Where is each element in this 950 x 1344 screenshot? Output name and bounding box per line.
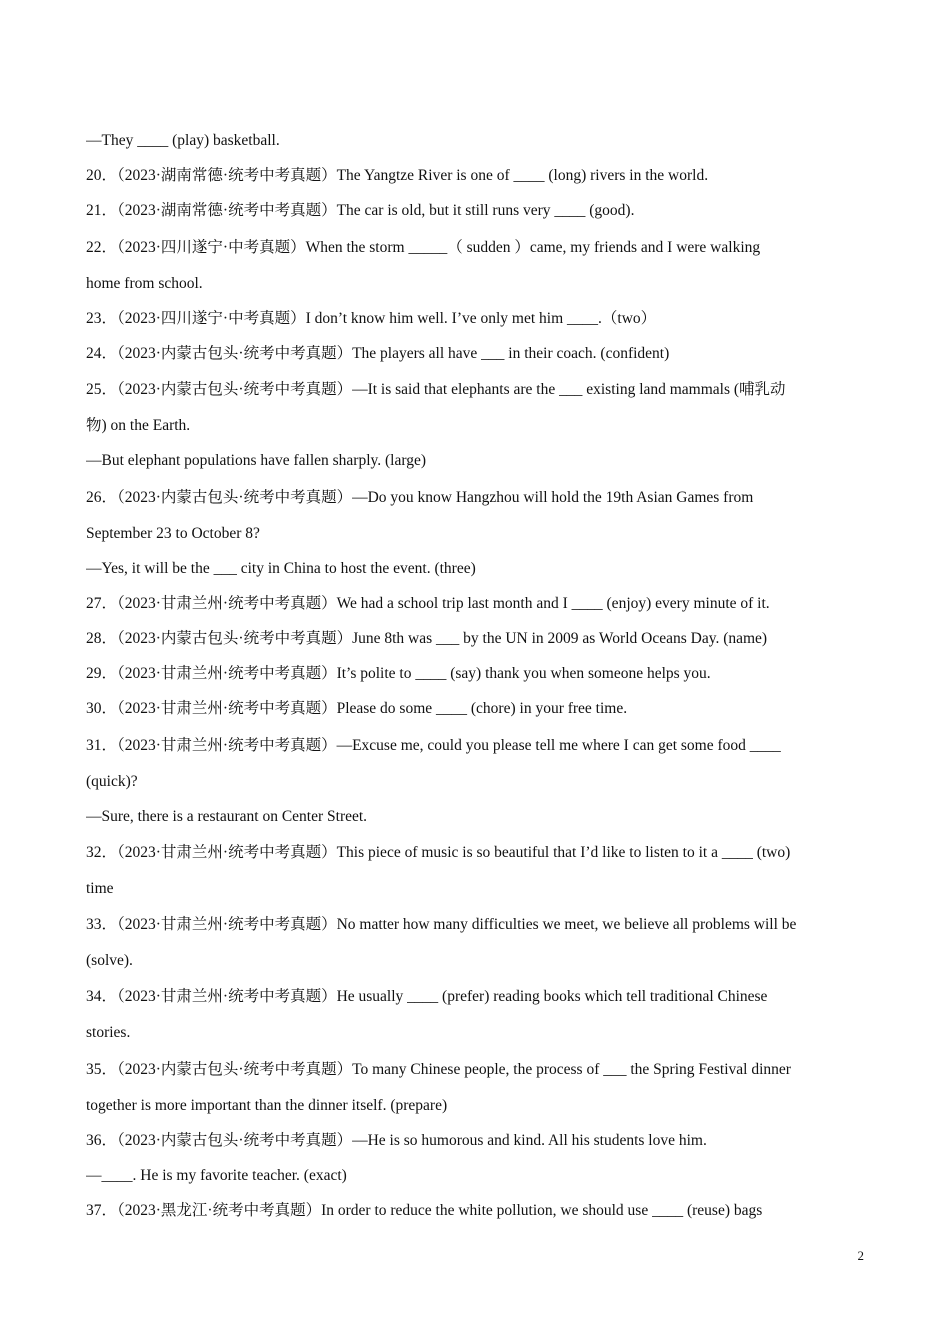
text-line: —____. He is my favorite teacher. (exact) — [86, 1166, 347, 1184]
question-24: 24．（2023·内蒙古包头·统考中考真题）The players all have ___ in their coach. (confident) — [86, 344, 670, 362]
question-31: 31．（2023·甘肃兰州·统考中考真题）—Excuse me, could you please tell me where I can get some food ____ — [86, 736, 781, 754]
text-line: September 23 to October 8? — [86, 524, 260, 542]
question-27: 27．（2023·甘肃兰州·统考中考真题）We had a school trip last month and I ____ (enjoy) every minute of it. — [86, 594, 770, 612]
question-20: 20．（2023·湖南常德·统考中考真题）The Yangtze River is one of ____ (long) rivers in the world. — [86, 167, 709, 185]
text-line: —They ____ (play) basketball. — [86, 132, 280, 149]
text-line: home from school. — [86, 274, 203, 292]
question-30: 30．（2023·甘肃兰州·统考中考真题）Please do some ____ (chore) in your free time. — [86, 700, 628, 718]
question-23: 23．（2023·四川遂宁·中考真题）I don’t know him well. I’ve only met him ____.（two） — [86, 309, 657, 327]
question-list — [86, 123, 866, 1228]
question-29: 29．（2023·甘肃兰州·统考中考真题）It’s polite to ____ (say) thank you when someone helps you. — [86, 665, 711, 683]
text-line: (solve). — [86, 952, 133, 970]
question-32: 32．（2023·甘肃兰州·统考中考真题）This piece of music is so beautiful that I’d like to listen to it a ____ (two) — [86, 844, 791, 861]
text-line: 物) on the Earth. — [86, 417, 191, 435]
text-line: together is more important than the dinner itself. (prepare) — [86, 1096, 448, 1114]
question-28: 28．（2023·内蒙古包头·统考中考真题）June 8th was ___ by the UN in 2009 as World Oceans Day. (name) — [86, 630, 768, 648]
text-line: —Sure, there is a restaurant on Center Street. — [86, 807, 368, 825]
text-line: stories. — [86, 1024, 131, 1042]
question-35: 35．（2023·内蒙古包头·统考中考真题）To many Chinese people, the process of ___ the Spring Festival dinner — [86, 1060, 791, 1078]
question-21: 21．（2023·湖南常德·统考中考真题）The car is old, but it still runs very ____ (good). — [86, 202, 635, 220]
text-line: —But elephant populations have fallen sharply. (large) — [86, 452, 427, 470]
question-22: 22．（2023·四川遂宁·中考真题）When the storm _____（ sudden ）came, my friends and I were walking — [86, 238, 761, 256]
question-36: 36．（2023·内蒙古包头·统考中考真题）—He is so humorous and kind. All his students love him. — [86, 1131, 707, 1149]
text-line: (quick)? — [86, 772, 138, 790]
question-26: 26．（2023·内蒙古包头·统考中考真题）—Do you know Hangzhou will hold the 19th Asian Games from — [86, 488, 754, 506]
text-line: time — [86, 880, 114, 897]
question-34: 34．（2023·甘肃兰州·统考中考真题）He usually ____ (prefer) reading books which tell traditional Chinese — [86, 988, 768, 1006]
page-number: 2 — [857, 1248, 864, 1263]
text-line: —Yes, it will be the ___ city in China to host the event. (three) — [86, 559, 476, 577]
question-37: 37．（2023·黑龙江·统考中考真题）In order to reduce the white pollution, we should use ____ (reuse) bags — [86, 1202, 763, 1220]
question-25: 25．（2023·内蒙古包头·统考中考真题）—It is said that elephants are the ___ existing land mammals (哺乳动 — [86, 381, 786, 399]
question-33: 33．（2023·甘肃兰州·统考中考真题）No matter how many difficulties we meet, we believe all problems will be — [86, 916, 797, 934]
